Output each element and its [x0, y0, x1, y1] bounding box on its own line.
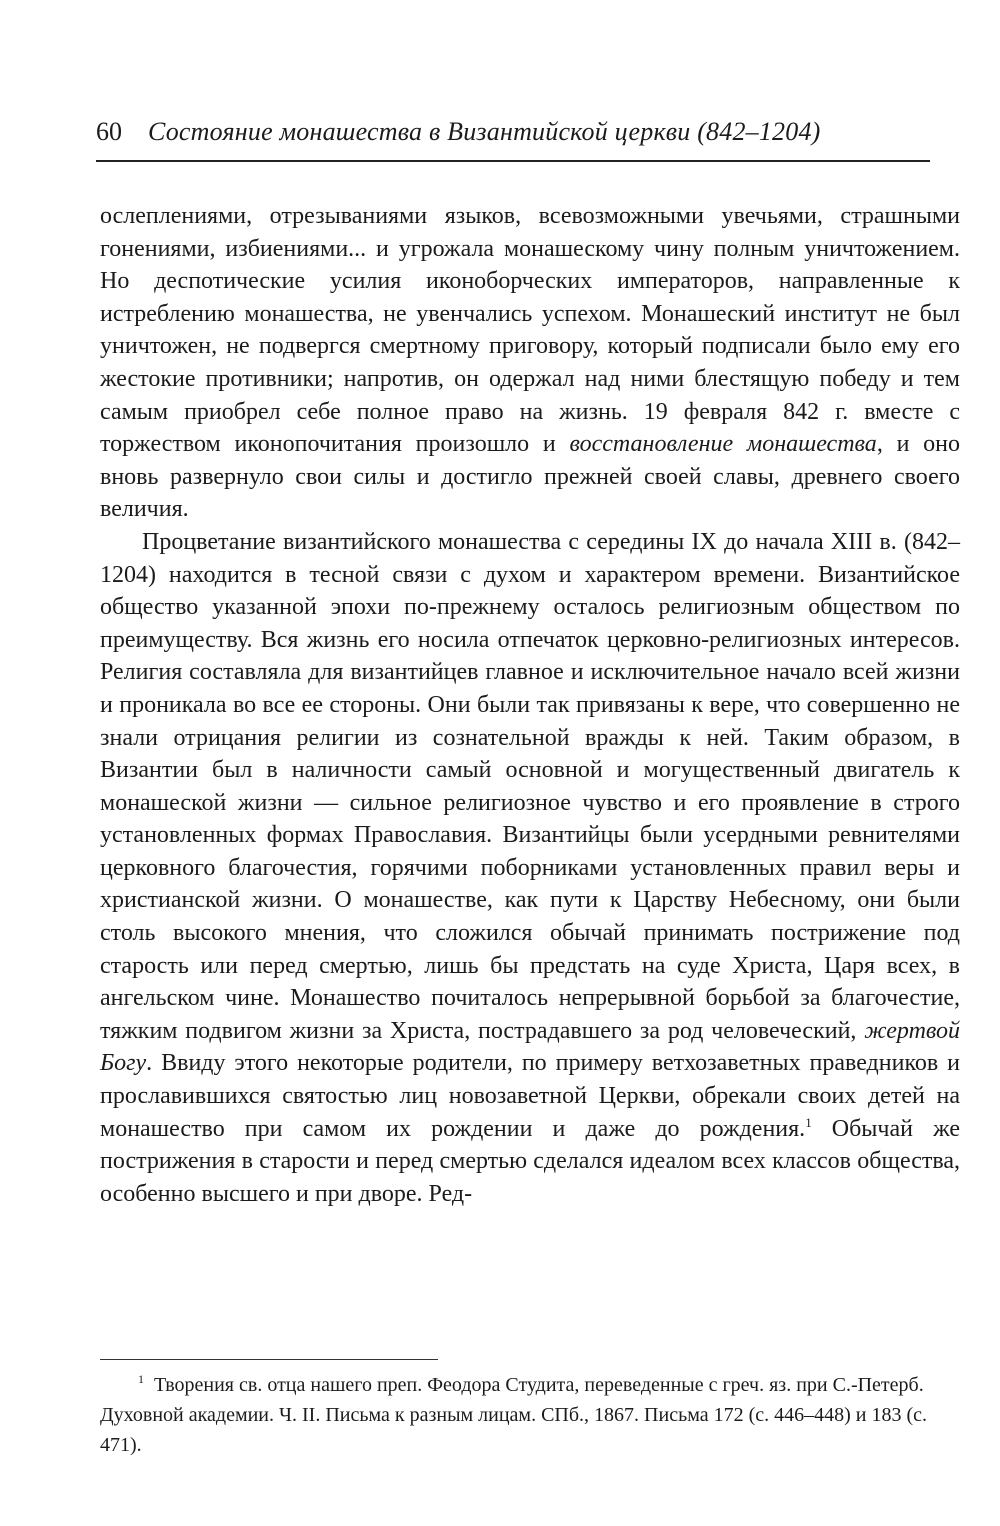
footnote: 1 Творения св. отца нашего преп. Феодора Студита, переведенные с греч. яз. при С.-Петерб. Духовной академии. Ч. II. Письма к разным лицам. СПб., 1867. Письма 172 (с. 446–448) и 183 (с. 471).	[100, 1372, 928, 1456]
paragraph-2	[100, 526, 960, 1210]
running-title: Состояние монашества в Византийской церкви (842–1204)	[148, 117, 821, 146]
paragraph-1	[100, 200, 960, 526]
header-rule	[96, 160, 930, 162]
paragraph-2-emphasis: жертвой Богу	[100, 1017, 960, 1077]
paragraph-2-text-a: Процветание византийского монашества с середины IX до начала XIII в. (842–1204) находится в тесной связи с духом и характером времени. Византийское общество указанной эпохи по-прежнему осталось религиозным обществом по преимуществу. Вся жизнь его носила отпечаток церковно-религиозных интересов. Религия составляла для византийцев главное и исключительное начало всей жизни и проникала во все ее стороны. Они были так привязаны к вере, что совершенно не знали отрицания религии из сознательной вражды к ней. Таким образом, в Византии был в наличности самый основной и могущественный двигатель к монашеской жизни — сильное религиозное чувство и его проявление в строго установленных формах Православия. Византийцы были усердными ревнителями церковного благочестия, горячими поборниками установленных правил веры и христианской жизни. О монашестве, как пути к Царству Небесному, они были столь высокого мнения, что сложился обычай принимать пострижение под старость или перед смертью, лишь бы предстать на суде Христа, Царя всех, в ангельском чине. Монашество почиталось непрерывной борьбой за благочестие, тяжким подвигом жизни за Христа, пострадавшего за род человеческий,	[100, 528, 960, 1044]
running-header	[96, 112, 930, 152]
footnote-rule	[100, 1359, 438, 1360]
paragraph-1-emphasis: восстановление монашества	[569, 431, 877, 458]
paragraph-2-text-b: . Ввиду этого некоторые родители, по примеру ветхозаветных праведников и прославившихся святостью лиц новозаветной Церкви, обрекали своих детей на монашество при самом их рождении и даже до рождения.	[100, 1050, 960, 1142]
paragraph-1-text-a: ослеплениями, отрезываниями языков, всевозможными увечьями, страшными гонениями, избиениями... и угрожала монашескому чину полным уничтожением. Но деспотические усилия иконоборческих императоров, направленные к истреблению монашества, не увенчались успехом. Монашеский институт не был уничтожен, не подвергся смертному приговору, который подписали было ему его жестокие противники; напротив, он одержал над ними блестящую победу и тем самым приобрел себе полное право на жизнь. 19 февраля 842 г. вместе с торжеством иконопочитания произошло и	[100, 203, 960, 458]
footnote-reference[interactable]: 1	[805, 1114, 812, 1130]
footnote-text: Творения св. отца нашего преп. Феодора Студита, переведенные с греч. яз. при С.-Петерб. Духовной академии. Ч. II. Письма к разным лицам. СПб., 1867. Письма 172 (с. 446–448) и 183 (с. 471).	[100, 1374, 928, 1456]
page-number: 60	[96, 117, 122, 146]
main-text	[100, 200, 960, 1210]
paragraph-2-text-c: Обычай же пострижения в старости и перед смертью сделался идеалом всех классов общества, особенно высшего и при дворе. Ред-	[100, 1115, 960, 1207]
paragraph-1-text-b: , и оно вновь развернуло свои силы и достигло прежней своей славы, древнего своего величия.	[100, 431, 961, 523]
